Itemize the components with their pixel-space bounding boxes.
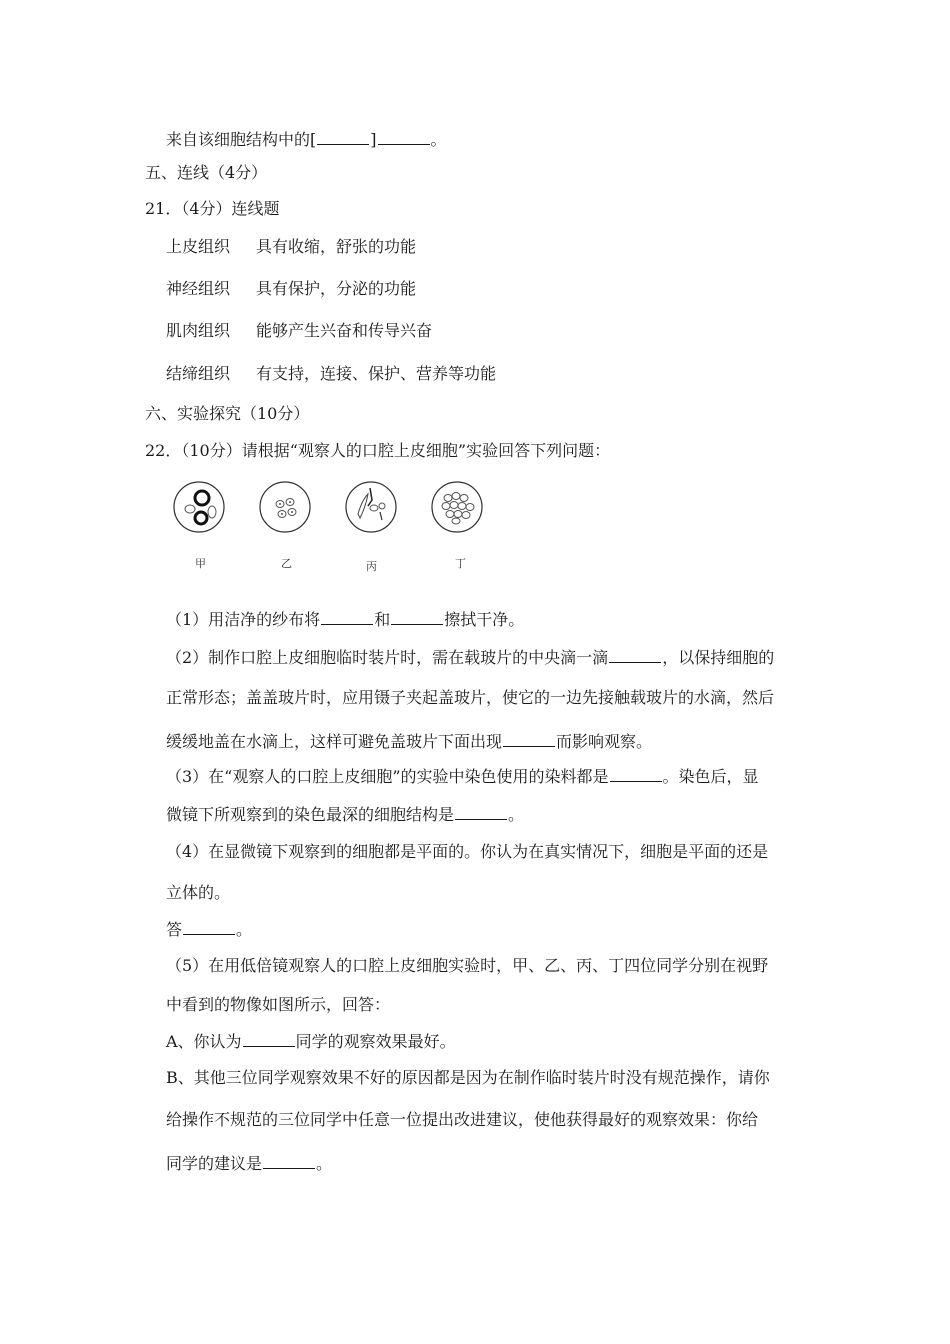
tissue-label: 神经组织 [166, 279, 231, 298]
function-label: 能够产生兴奋和传导兴奋 [256, 321, 433, 340]
match-row [166, 364, 496, 384]
text: 。染色后，显 [662, 767, 759, 786]
answer-blank[interactable] [317, 128, 369, 145]
q22-part-2-line3 [166, 730, 652, 752]
q22-part-5-line2: 中看到的物像如图所示，回答： [166, 995, 391, 1014]
match-row [166, 237, 416, 257]
figure-label-ding: 丁 [455, 557, 466, 570]
text: 和 [374, 610, 391, 629]
q22-title: 22．（10分）请根据“观察人的口腔上皮细胞”实验回答下列问题： [145, 441, 611, 460]
q22-part-5-A [166, 1030, 456, 1052]
q22-part-2-line2: 正常形态；盖盖玻片时，应用镊子夹起盖玻片，使它的一边先接触载玻片的水滴，然后 [166, 688, 775, 707]
answer-blank[interactable] [183, 918, 235, 935]
figure-label-bing: 丙 [366, 560, 377, 573]
q22-part-2-line1 [166, 646, 774, 668]
figure-label-jia: 甲 [195, 557, 206, 570]
q22-part-3-line2 [166, 803, 524, 825]
q20-text-c: 。 [430, 130, 447, 149]
answer-blank[interactable] [609, 646, 661, 663]
text: 。 [508, 805, 525, 824]
microscope-field-ding [430, 480, 484, 534]
q21-title: 21．（4分）连线题 [145, 199, 280, 218]
q22-part-3-line1 [166, 765, 759, 787]
q22-part-5-B1: B、其他三位同学观察效果不好的原因都是因为在制作临时装片时没有规范操作，请你 [166, 1068, 770, 1087]
q20-text-a: 来自该细胞结构中的[ [166, 130, 317, 149]
match-row [166, 279, 416, 299]
answer-blank[interactable] [378, 128, 430, 145]
q22-part-4-line1: （4）在显微镜下观察到的细胞都是平面的。你认为在真实情况下，细胞是平面的还是 [166, 842, 769, 861]
text: 。 [316, 1154, 333, 1173]
figure-label-yi: 乙 [281, 557, 292, 570]
text: 擦拭干净。 [444, 610, 525, 629]
text: 同学的建议是 [166, 1154, 263, 1173]
q20-text-b: ] [370, 130, 377, 149]
microscope-field-yi [258, 480, 312, 534]
q22-part-5-B2: 给操作不规范的三位同学中任意一位提出改进建议，使他获得最好的观察效果：你给 [166, 1110, 759, 1129]
answer-blank[interactable] [263, 1152, 315, 1169]
text: 而影响观察。 [556, 732, 653, 751]
text: 同学的观察效果最好。 [295, 1032, 456, 1051]
function-label: 有支持，连接、保护、营养等功能 [256, 364, 497, 383]
text: 微镜下所观察到的染色最深的细胞结构是 [166, 805, 455, 824]
text: A、你认为 [166, 1032, 242, 1051]
answer-blank[interactable] [503, 730, 555, 747]
text: ，以保持细胞的 [662, 648, 775, 667]
answer-blank[interactable] [391, 608, 443, 625]
match-row [166, 321, 432, 341]
tissue-label: 上皮组织 [166, 237, 231, 256]
answer-blank[interactable] [321, 608, 373, 625]
q22-part-1 [166, 608, 524, 630]
q22-part-4-answer [166, 918, 252, 940]
microscope-field-bing [344, 480, 398, 534]
section-6-title: 六、实验探究（10分） [145, 404, 310, 423]
q22-part-4-line2: 立体的。 [166, 883, 231, 902]
answer-blank[interactable] [610, 765, 662, 782]
text: 。 [236, 920, 253, 939]
function-label: 具有收缩，舒张的功能 [256, 237, 417, 256]
function-label: 具有保护，分泌的功能 [256, 279, 417, 298]
text: （1）用洁净的纱布将 [166, 610, 321, 629]
tissue-label: 肌肉组织 [166, 321, 231, 340]
section-5-title: 五、连线（4分） [145, 163, 268, 182]
q22-part-5-B3 [166, 1152, 332, 1174]
text: （3）在“观察人的口腔上皮细胞”的实验中染色使用的染料都是 [166, 767, 609, 786]
microscope-field-jia [172, 480, 226, 534]
answer-blank[interactable] [243, 1030, 295, 1047]
q20-ending [166, 128, 447, 150]
q22-part-5-line1: （5）在用低倍镜观察人的口腔上皮细胞实验时，甲、乙、丙、丁四位同学分别在视野 [166, 956, 769, 975]
text: （2）制作口腔上皮细胞临时装片时，需在载玻片的中央滴一滴 [166, 648, 609, 667]
tissue-label: 结缔组织 [166, 364, 231, 383]
text: 缓缓地盖在水滴上，这样可避免盖玻片下面出现 [166, 732, 503, 751]
answer-blank[interactable] [455, 803, 507, 820]
text: 答 [166, 920, 183, 939]
